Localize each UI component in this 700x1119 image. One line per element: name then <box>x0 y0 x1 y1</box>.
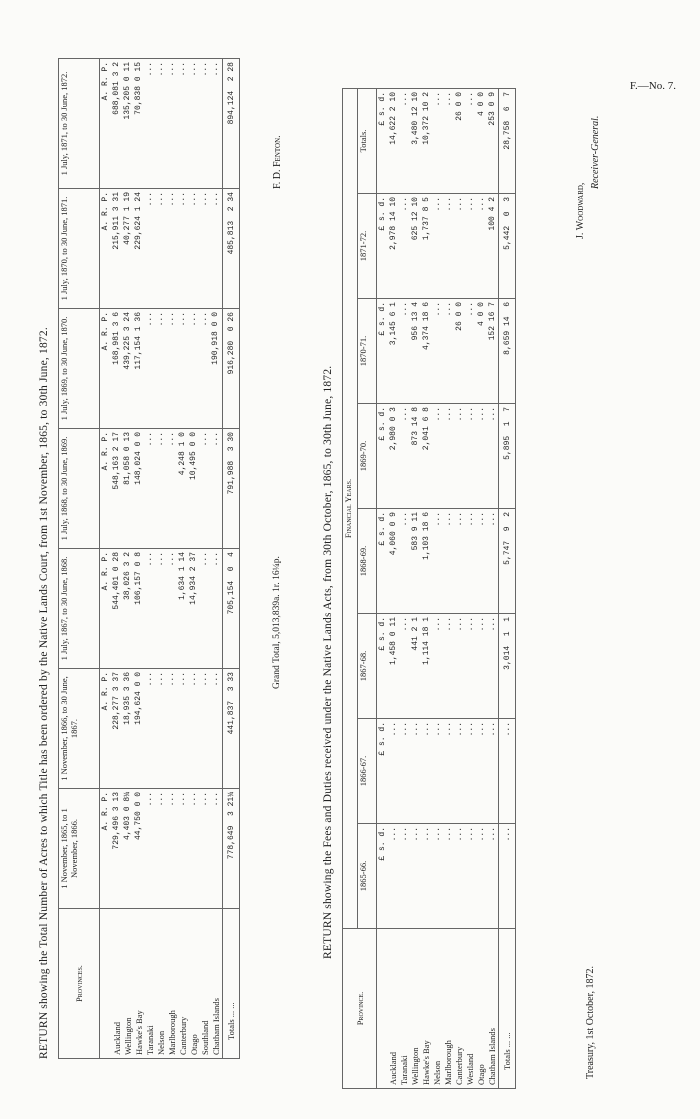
fees-column: £ s. d. 2,978 14 10 ... 625 12 10 1,737 8 5 ... ... ... ... ... 100 4 2 <box>377 194 499 299</box>
table1 <box>58 58 240 1059</box>
period-header: 1 November, 1865, to 1 November, 1866. <box>59 789 100 909</box>
acres-column: A. R. P. 729,496 3 13 4,403 0 8¼ 44,750 0 0 ... ... ... ... ... ... ... <box>100 789 223 909</box>
total-cell: ... <box>499 719 516 824</box>
fees-column: £ s. d. 3,145 6 1 ... 956 13 4 4,374 18 6 ... ... 26 0 0 ... 4 0 0 152 16 7 <box>377 299 499 404</box>
table1-title: RETURN showing the Total Number of Acres to which Title has been ordered by the Native Lands Court, from 1st November, 1865, to 30th June, 1872. <box>38 327 50 1059</box>
table1-signature: F. D. Fenton. <box>272 135 283 189</box>
financial-years-header: Financial Years. <box>343 88 358 928</box>
treasury-date: Treasury, 1st October, 1872. <box>585 965 596 1079</box>
total-cell: 5,442 0 3 <box>499 194 516 299</box>
table2-totals-row <box>499 88 516 1088</box>
total-cell: 485,813 2 34 <box>223 189 240 309</box>
totals-label: Totals ... ... <box>499 929 516 1089</box>
table1-body-row <box>100 59 223 1059</box>
total-cell: 441,837 3 33 <box>223 669 240 789</box>
year-header: 1871-72. <box>358 194 377 299</box>
period-header: 1 July, 1867, to 30 June, 1868. <box>59 549 100 669</box>
total-cell: ... <box>499 824 516 929</box>
table2-title: RETURN showing the Fees and Duties received under the Native Lands Acts, from 30th October, 1865, to 30th June, 1872. <box>322 365 334 959</box>
fees-column: £ s. d. 1,458 0 11 ... 441 2 1 1,114 18 1 ... ... ... ... ... ... <box>377 614 499 719</box>
grand-total: Grand Total, 5,013,839a. 1r. 16¼p. <box>272 556 282 689</box>
acres-column: A. R. P. 544,401 0 28 38,026 3 2 106,157 0 8 ... ... ... 1,634 1 14 14,934 2 37 ... ... <box>100 549 223 669</box>
acres-column: A. R. P. 228,277 3 37 18,935 3 36 194,624 0 0 ... ... ... ... ... ... ... <box>100 669 223 789</box>
province-list: Auckland Wellington Hawke's Bay Taranaki Nelson Marlborough Canterbury Otago Southland Chatham Islands <box>100 909 223 1059</box>
fees-column: £ s. d. 2,980 0 3 ... 873 14 8 2,041 6 8 ... ... ... ... ... ... <box>377 404 499 509</box>
year-header: 1869-70. <box>358 404 377 509</box>
receiver-general-name: J. Woodward, <box>575 182 586 239</box>
total-cell: 28,758 6 7 <box>499 88 516 193</box>
page-reference: F.—No. 7. <box>629 80 676 92</box>
table2 <box>342 88 516 1089</box>
fees-column: £ s. d. ... ... ... ... ... ... ... ... ... ... <box>377 824 499 929</box>
table1-totals-row <box>223 59 240 1059</box>
total-cell: 3,014 1 1 <box>499 614 516 719</box>
period-header: 1 July, 1871, to 30 June, 1872. <box>59 59 100 189</box>
year-header: 1868-69. <box>358 509 377 614</box>
total-cell: 778,649 3 21¼ <box>223 789 240 909</box>
province-header: Province. <box>343 929 377 1089</box>
province-header: Provinces. <box>59 909 100 1059</box>
year-header: 1870-71. <box>358 299 377 404</box>
total-cell: 5,747 9 2 <box>499 509 516 614</box>
period-header: 1 July, 1868, to 30 June, 1869. <box>59 429 100 549</box>
table2-body-row <box>377 88 499 1088</box>
receiver-general-title: Receiver-General. <box>590 115 601 189</box>
year-header: 1867-68. <box>358 614 377 719</box>
period-header: 1 July, 1869, to 30 June, 1870. <box>59 309 100 429</box>
acres-column: A. R. P. 688,081 3 2 135,205 0 11 70,838 0 15 ... ... ... ... ... ... ... <box>101 62 220 120</box>
acres-column: A. R. P. 168,981 3 6 439,225 3 24 117,154 1 36 ... ... ... ... ... ... 190,918 0 0 <box>100 309 223 429</box>
total-cell: 8,659 14 6 <box>499 299 516 404</box>
year-header: 1866-67. <box>358 719 377 824</box>
year-header: Totals. <box>358 88 377 193</box>
totals-label: Totals ... ... <box>223 909 240 1059</box>
table1-header-row <box>59 59 100 1059</box>
fees-column: £ s. d. ... ... ... ... ... ... ... ... ... ... <box>377 719 499 824</box>
fees-column: £ s. d. 4,060 0 9 ... 583 9 11 1,103 18 6 ... ... ... ... ... ... <box>377 509 499 614</box>
province-list: Auckland Taranaki Wellington Hawke's Bay Nelson Marlborough Canterbury Westland Otago Chatham Islands <box>377 929 499 1089</box>
period-header: 1 July, 1870, to 30 June, 1871. <box>59 189 100 309</box>
total-cell: 894,124 2 28 <box>223 59 240 189</box>
period-header: 1 November, 1866, to 30 June, 1867. <box>59 669 100 789</box>
total-cell: 5,895 1 7 <box>499 404 516 509</box>
total-cell: 705,154 0 4 <box>223 549 240 669</box>
total-cell: 916,280 0 26 <box>223 309 240 429</box>
year-header: 1865-66. <box>358 824 377 929</box>
total-cell: 791,988 3 30 <box>223 429 240 549</box>
table2-header-row-1 <box>343 88 358 1088</box>
acres-column: A. R. P. 215,911 3 31 40,277 1 19 229,624 1 24 ... ... ... ... ... ... ... <box>100 189 223 309</box>
fees-column: £ s. d. 14,622 2 10 ... 3,480 12 10 10,372 10 2 ... ... 26 0 0 ... 4 0 0 253 0 9 <box>378 91 497 145</box>
acres-column: A. R. P. 548,163 2 17 81,058 0 13 148,024 0 0 ... ... ... 4,248 1 0 10,495 0 0 ... ... <box>100 429 223 549</box>
